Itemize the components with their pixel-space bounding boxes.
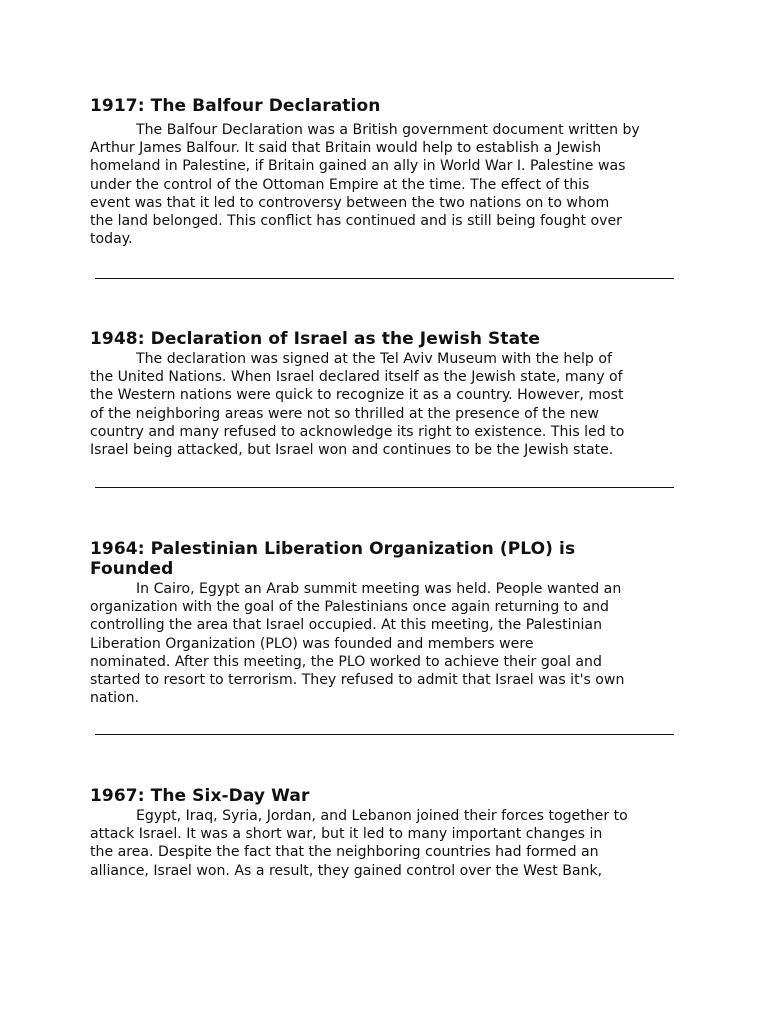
section-heading: 1948: Declaration of Israel as the Jewish State	[90, 329, 541, 349]
section-divider	[95, 487, 674, 488]
section-heading: 1964: Palestinian Liberation Organization (PLO) is Founded	[90, 539, 576, 579]
section-1967-six-day-war	[90, 786, 678, 880]
section-heading: 1967: The Six-Day War	[90, 786, 310, 806]
section-1917-balfour-declaration	[90, 96, 678, 248]
section-heading: 1917: The Balfour Declaration	[90, 96, 381, 116]
section-divider	[95, 734, 674, 735]
section-1948-declaration-of-israel	[90, 329, 678, 459]
section-body: The Balfour Declaration was a British government document written by Arthur James Balfour. It said that Britain would help to establish a Jewish homeland in Palestine, if Britain gained an ally in World War I. Palestine was under the control of the Ottoman Empire at the time. The effect of this event was that it led to controversy between the two nations on to whom the land belonged. This conflict has continued and is still being fought over today.	[90, 122, 640, 248]
section-body: In Cairo, Egypt an Arab summit meeting was held. People wanted an organization with the goal of the Palestinians once again returning to and controlling the area that Israel occupied. At this meeting, the Palestinian Liberation Organization (PLO) was founded and members were nominated. After this meeting, the PLO worked to achieve their goal and started to resort to terrorism. They refused to admit that Israel was it's own nation.	[90, 581, 625, 707]
section-divider	[95, 278, 674, 279]
section-body: Egypt, Iraq, Syria, Jordan, and Lebanon joined their forces together to attack Israel. It was a short war, but it led to many important changes in the area. Despite the fact that the neighboring countries had formed an alliance, Israel won. As a result, they gained control over the West Bank,	[90, 808, 628, 879]
section-body: The declaration was signed at the Tel Aviv Museum with the help of the United Nations. When Israel declared itself as the Jewish state, many of the Western nations were quick to recognize it as a country. However, most of the neighboring areas were not so thrilled at the presence of the new country and many refused to acknowledge its right to existence. This led to Israel being attacked, but Israel won and continues to be the Jewish state.	[90, 351, 625, 459]
section-1964-plo-founded	[90, 539, 678, 707]
